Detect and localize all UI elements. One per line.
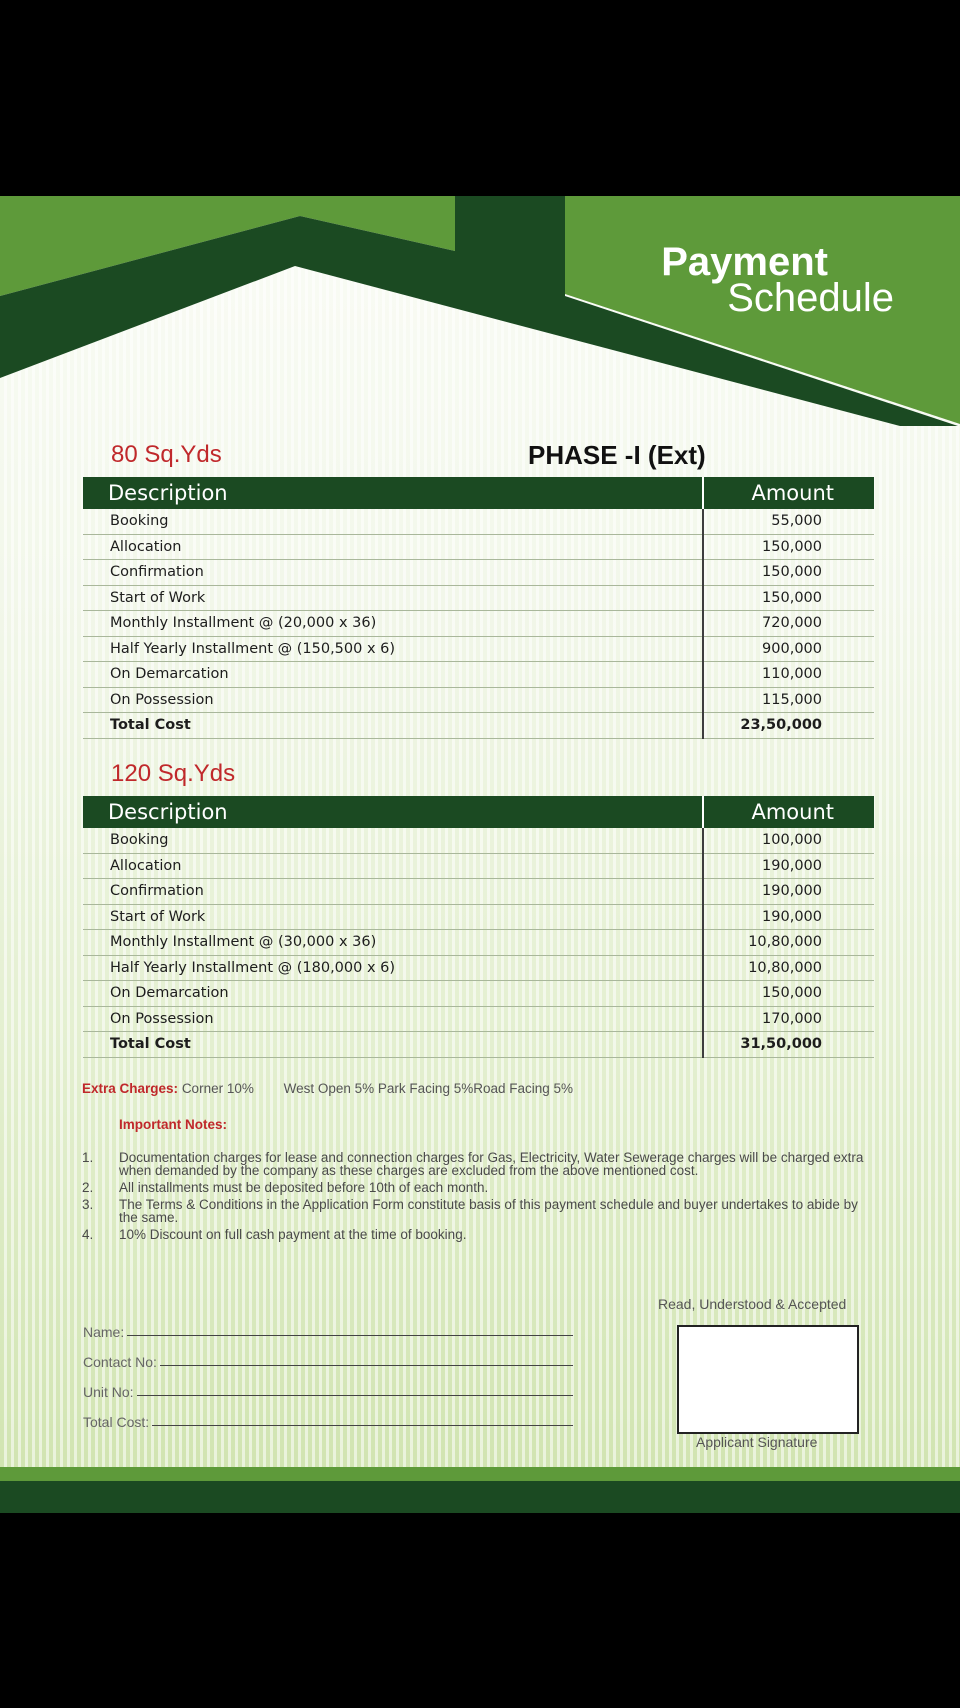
note-number: 2. <box>82 1180 94 1195</box>
table-row <box>83 879 874 905</box>
note-text: All installments must be deposited before 10th of each month. <box>119 1180 489 1195</box>
document-title <box>661 242 894 318</box>
list-item <box>82 1151 878 1177</box>
row-description: Allocation <box>83 534 703 560</box>
note-number: 4. <box>82 1227 94 1242</box>
payment-table-120 <box>83 796 874 1058</box>
note-text: Documentation charges for lease and connection charges for Gas, Electricity, Water Sewerage charges will be charged extra when demanded by the company as these charges are excluded from the above mentioned cost. <box>119 1150 864 1178</box>
list-item <box>82 1198 878 1224</box>
row-description: Allocation <box>83 853 703 879</box>
table-row <box>83 930 874 956</box>
total-cost-line[interactable] <box>152 1424 573 1426</box>
note-text: 10% Discount on full cash payment at the time of booking. <box>119 1227 467 1242</box>
table-row <box>83 828 874 853</box>
total-row <box>83 713 874 739</box>
column-header-amount: Amount <box>703 477 874 509</box>
payment-schedule-document <box>0 196 960 1513</box>
total-amount: 23,50,000 <box>703 713 874 739</box>
row-amount: 170,000 <box>703 1006 874 1032</box>
contact-label: Contact No: <box>83 1354 157 1370</box>
row-amount: 190,000 <box>703 879 874 905</box>
accept-label: Read, Understood & Accepted <box>658 1296 847 1312</box>
table-row <box>83 611 874 637</box>
row-description: Start of Work <box>83 585 703 611</box>
table-header-row <box>83 796 874 828</box>
row-amount: 10,80,000 <box>703 930 874 956</box>
row-description: Monthly Installment @ (30,000 x 36) <box>83 930 703 956</box>
row-amount: 100,000 <box>703 828 874 853</box>
payment-table-80 <box>83 477 874 739</box>
note-number: 1. <box>82 1150 94 1165</box>
row-amount: 190,000 <box>703 853 874 879</box>
phase-label: PHASE -I (Ext) <box>528 440 706 470</box>
row-description: Confirmation <box>83 879 703 905</box>
table-row <box>83 585 874 611</box>
footer-dark-band <box>0 1481 960 1513</box>
total-label: Total Cost <box>83 713 703 739</box>
row-description: Monthly Installment @ (20,000 x 36) <box>83 611 703 637</box>
total-cost-field[interactable] <box>83 1414 573 1430</box>
name-field[interactable] <box>83 1324 573 1340</box>
row-amount: 110,000 <box>703 662 874 688</box>
total-amount: 31,50,000 <box>703 1032 874 1058</box>
footer-light-band <box>0 1467 960 1481</box>
column-header-amount: Amount <box>703 796 874 828</box>
table-row <box>83 662 874 688</box>
row-amount: 190,000 <box>703 904 874 930</box>
total-cost-label: Total Cost: <box>83 1414 150 1430</box>
extra-charges-label: Extra Charges: <box>82 1081 179 1096</box>
list-item <box>82 1181 878 1194</box>
row-description: Booking <box>83 509 703 534</box>
row-amount: 10,80,000 <box>703 955 874 981</box>
table-row <box>83 534 874 560</box>
important-notes-title: Important Notes: <box>119 1117 227 1132</box>
row-amount: 720,000 <box>703 611 874 637</box>
signature-box[interactable] <box>677 1325 859 1434</box>
column-header-description: Description <box>83 796 703 828</box>
unit-line[interactable] <box>137 1394 573 1396</box>
house-roof-graphic <box>0 196 960 446</box>
total-label: Total Cost <box>83 1032 703 1058</box>
title-line-2: Schedule <box>727 276 894 320</box>
table-row <box>83 636 874 662</box>
row-amount: 150,000 <box>703 560 874 586</box>
table-row <box>83 981 874 1007</box>
extra-charges-others: West Open 5% Park Facing 5%Road Facing 5% <box>283 1081 574 1096</box>
section-title-80: 80 Sq.Yds <box>111 441 222 468</box>
important-notes-list <box>82 1151 878 1245</box>
title-line-1: Payment <box>661 240 828 284</box>
name-line[interactable] <box>127 1334 573 1336</box>
section-title-120: 120 Sq.Yds <box>111 760 236 787</box>
row-description: Half Yearly Installment @ (180,000 x 6) <box>83 955 703 981</box>
row-description: Start of Work <box>83 904 703 930</box>
table-row <box>83 853 874 879</box>
row-description: On Possession <box>83 1006 703 1032</box>
row-description: Booking <box>83 828 703 853</box>
row-amount: 150,000 <box>703 981 874 1007</box>
note-number: 3. <box>82 1197 94 1212</box>
unit-label: Unit No: <box>83 1384 134 1400</box>
name-label: Name: <box>83 1324 125 1340</box>
table-row <box>83 509 874 534</box>
contact-line[interactable] <box>160 1364 573 1366</box>
extra-charges <box>82 1081 573 1096</box>
row-description: Half Yearly Installment @ (150,500 x 6) <box>83 636 703 662</box>
unit-field[interactable] <box>83 1384 573 1400</box>
table-row <box>83 955 874 981</box>
row-amount: 115,000 <box>703 687 874 713</box>
signature-label: Applicant Signature <box>696 1434 818 1450</box>
row-description: On Demarcation <box>83 981 703 1007</box>
row-amount: 150,000 <box>703 534 874 560</box>
contact-field[interactable] <box>83 1354 573 1370</box>
note-text: The Terms & Conditions in the Application Form constitute basis of this payment schedule and buyer undertakes to abide by the same. <box>119 1197 858 1225</box>
total-row <box>83 1032 874 1058</box>
table-row <box>83 560 874 586</box>
row-description: On Demarcation <box>83 662 703 688</box>
list-item <box>82 1228 878 1241</box>
table-row <box>83 904 874 930</box>
extra-charges-corner: Corner 10% <box>181 1081 254 1096</box>
row-description: Confirmation <box>83 560 703 586</box>
table-row <box>83 1006 874 1032</box>
row-amount: 900,000 <box>703 636 874 662</box>
row-amount: 55,000 <box>703 509 874 534</box>
table-header-row <box>83 477 874 509</box>
row-amount: 150,000 <box>703 585 874 611</box>
row-description: On Possession <box>83 687 703 713</box>
table-row <box>83 687 874 713</box>
column-header-description: Description <box>83 477 703 509</box>
